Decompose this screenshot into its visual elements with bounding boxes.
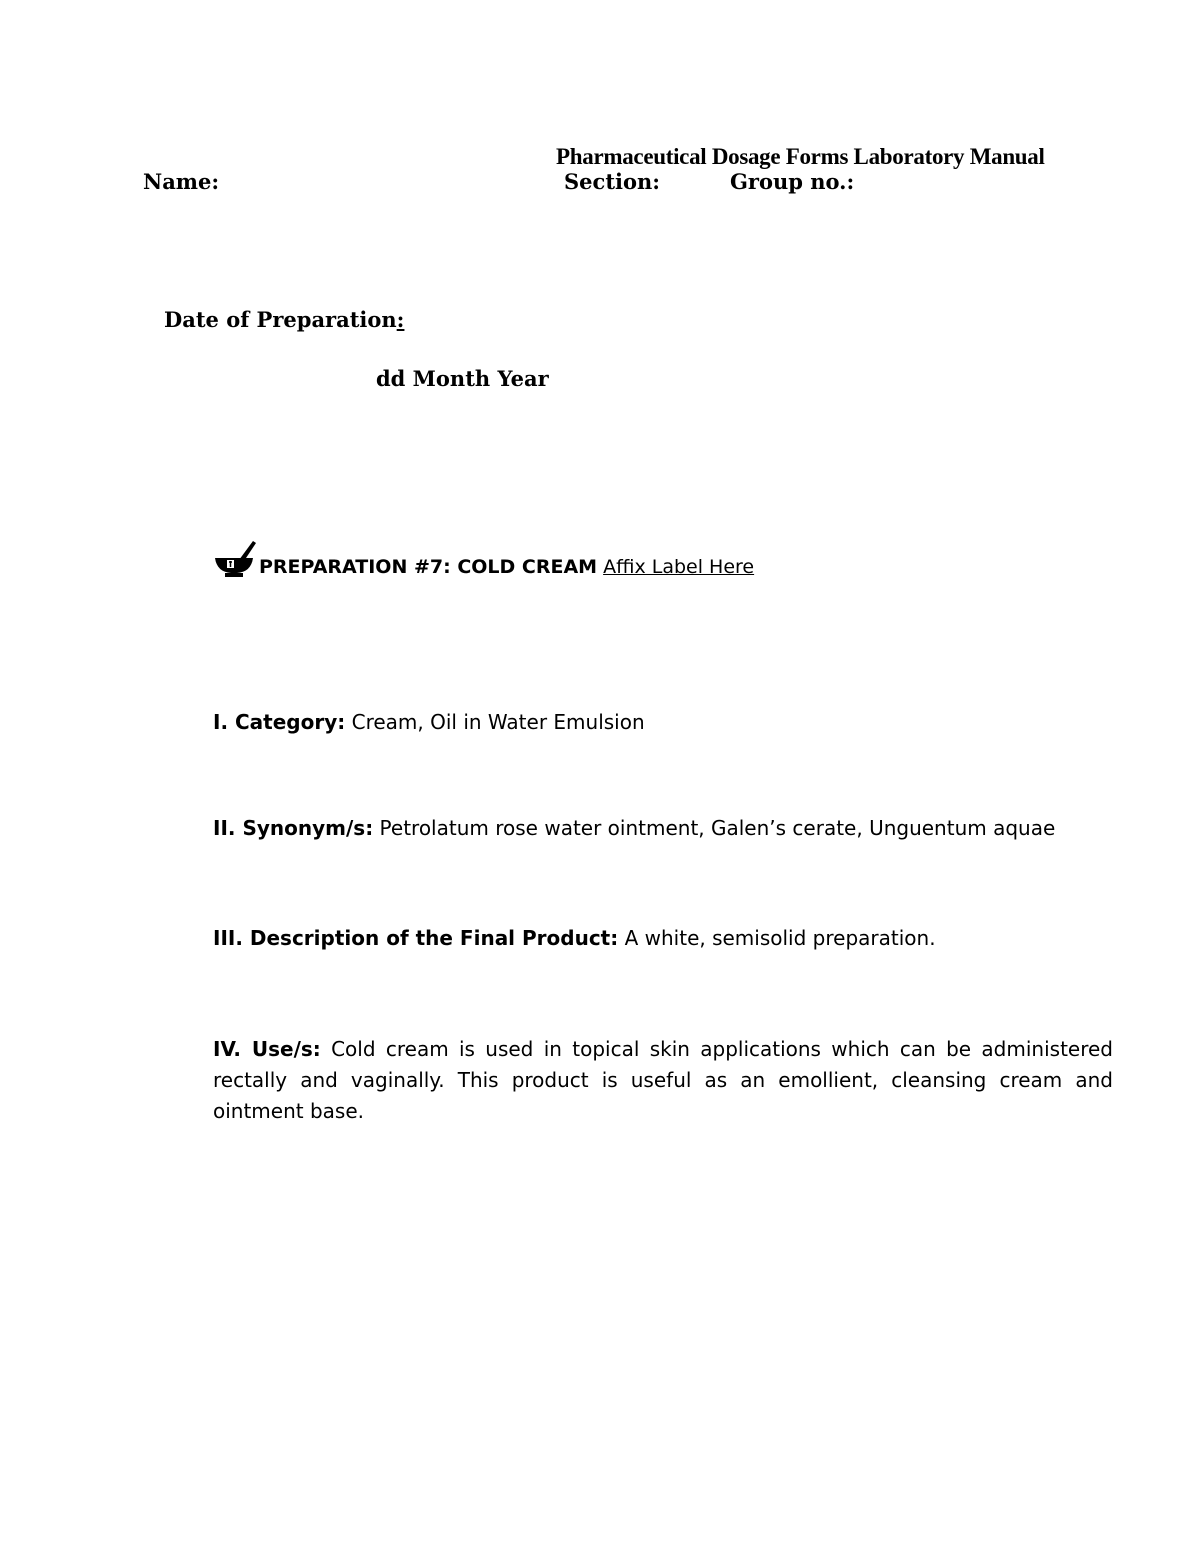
category-text: Cream, Oil in Water Emulsion: [345, 710, 645, 734]
category-line: [213, 710, 645, 734]
name-label: Name:: [143, 169, 220, 194]
preparation-title: PREPARATION #7: COLD CREAM: [259, 556, 598, 578]
synonyms-label: II. Synonym/s:: [213, 816, 374, 840]
description-label: III. Description of the Final Product:: [213, 926, 619, 950]
date-value: dd Month Year: [376, 366, 549, 391]
affix-label-placeholder: Affix Label Here: [603, 556, 755, 578]
mortar-pestle-icon: [213, 538, 257, 578]
preparation-heading: [213, 538, 754, 578]
date-label-text: Date of Preparation: [164, 307, 397, 332]
category-label: I. Category:: [213, 710, 346, 734]
synonyms-text: Petrolatum rose water ointment, Galen’s cerate, Unguentum aquae: [373, 816, 1056, 840]
date-of-preparation-label: [164, 307, 404, 332]
description-line: [213, 926, 936, 950]
group-label: Group no.:: [730, 169, 855, 194]
uses-text: Cold cream is used in topical skin applications which can be administered rectally and vaginally. This product is useful as an emollient, cleansing cream and ointment base.: [213, 1037, 1113, 1123]
synonyms-line: [213, 816, 1055, 840]
manual-title: Pharmaceutical Dosage Forms Laboratory Manual: [556, 144, 1045, 169]
description-text: A white, semisolid preparation.: [618, 926, 936, 950]
uses-label: IV. Use/s:: [213, 1037, 321, 1061]
date-label-colon: :: [396, 307, 405, 332]
uses-paragraph: [213, 1034, 1113, 1127]
section-label: Section:: [564, 169, 661, 194]
